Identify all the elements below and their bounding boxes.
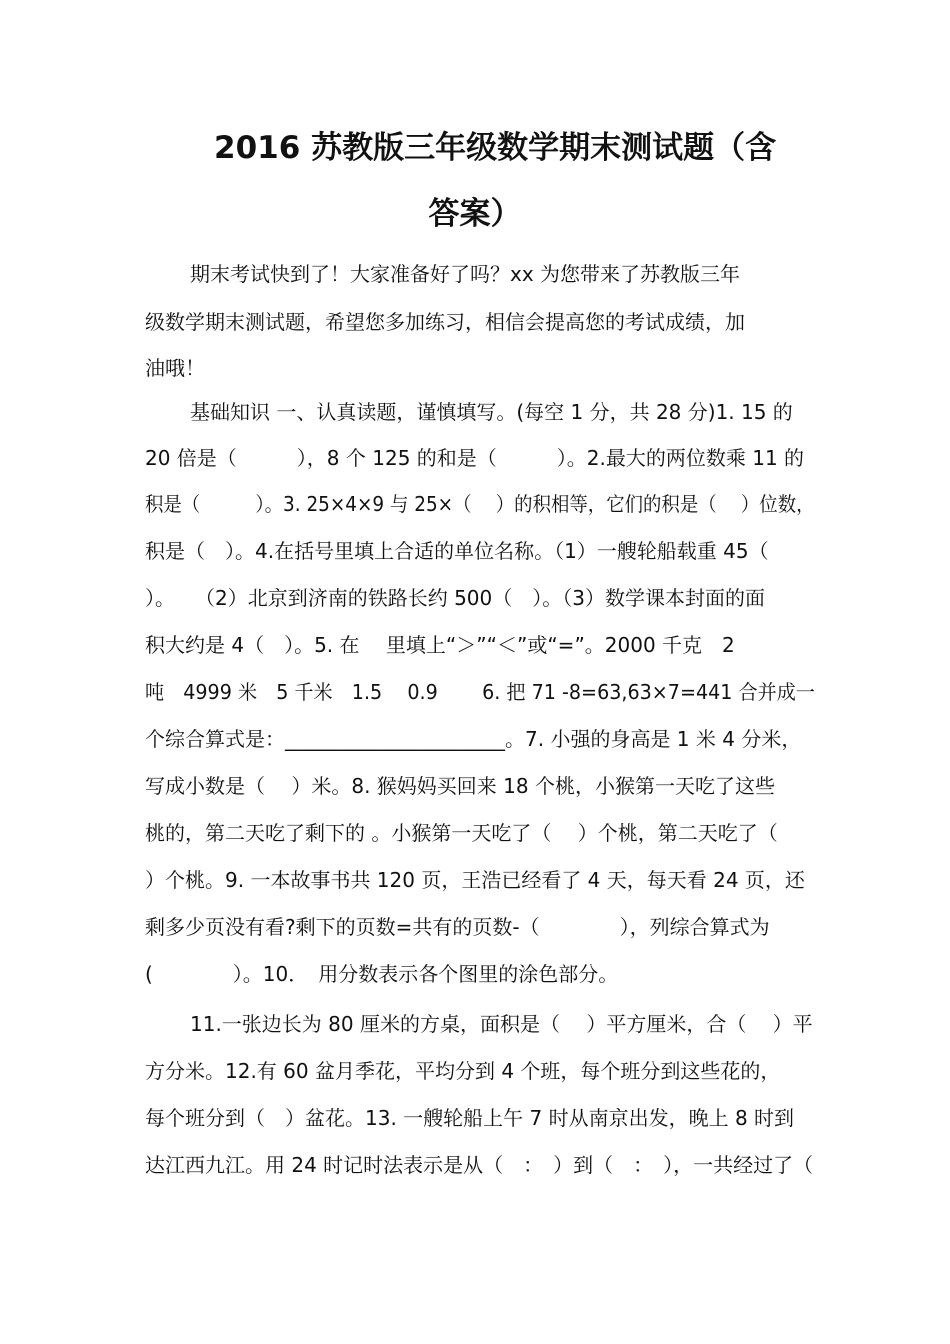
body-line-12: 剩多少页没有看?剩下的页数=共有的页数-（ ），列综合算式为 xyxy=(145,915,770,939)
intro-line-1: 期末考试快到了！大家准备好了吗？xx 为您带来了苏教版三年 xyxy=(190,262,741,286)
document-title-line-2: 答案） xyxy=(428,196,522,232)
document-title-line-1: 2016 苏教版三年级数学期末测试题（含 xyxy=(214,130,777,166)
body2-line-3: 每个班分到（ ）盆花。13. 一艘轮船上午 7 时从南京出发，晚上 8 时到 xyxy=(145,1106,795,1130)
body-line-9: 写成小数是（ ）米。8. 猴妈妈买回来 18 个桃，小猴第一天吃了这些 xyxy=(145,774,775,798)
body-line-11: ）个桃。9. 一本故事书共 120 页，王浩已经看了 4 天，每天看 24 页，还 xyxy=(145,868,805,892)
intro-line-3: 油哦！ xyxy=(145,356,205,380)
body-line-13: ( ）。10． 用分数表示各个图里的涂色部分。 xyxy=(145,962,619,986)
body-line-2: 20 倍是（ ），8 个 125 的和是（ ）。2.最大的两位数乘 11 的 xyxy=(145,446,805,470)
body-line-4: 积是（ ）。4.在括号里填上合适的单位名称。（1）一艘轮船载重 45（ xyxy=(145,539,769,563)
body2-line-1: 11.一张边长为 80 厘米的方桌，面积是（ ）平方厘米，合（ ）平 xyxy=(190,1012,813,1036)
body-line-7: 吨 4999 米 5 千米 1.5 0.9 6. 把 71 -8=63,63×7=441 合并成一 xyxy=(145,680,816,704)
body-line-8: 个综合算式是：______________________。7. 小强的身高是 1 米 4 分米， xyxy=(145,727,802,751)
body-line-6: 积大约是 4（ ）。5. 在 里填上“＞”“＜”或“=”。2000 千克 2 xyxy=(145,633,735,657)
body2-line-4: 达江西九江。用 24 时记时法表示是从（ ： ）到（ ： ），一共经过了（ xyxy=(145,1153,814,1177)
body-line-5: ）。 （2）北京到济南的铁路长约 500（ ）。（3）数学课本封面的面 xyxy=(145,586,765,610)
body-line-3: 积是（ ）。3. 25×4×9 与 25×（ ）的积相等，它们的积是（ ）位数， xyxy=(145,492,815,516)
body-line-1: 基础知识 一、认真读题，谨慎填写。(每空 1 分，共 28 分)1. 15 的 xyxy=(190,400,793,424)
body-line-10: 桃的，第二天吃了剩下的 。小猴第一天吃了（ ）个桃，第二天吃了（ xyxy=(145,821,778,845)
body2-line-2: 方分米。12.有 60 盆月季花，平均分到 4 个班，每个班分到这些花的， xyxy=(145,1059,781,1083)
intro-line-2: 级数学期末测试题，希望您多加练习，相信会提高您的考试成绩，加 xyxy=(145,310,745,334)
